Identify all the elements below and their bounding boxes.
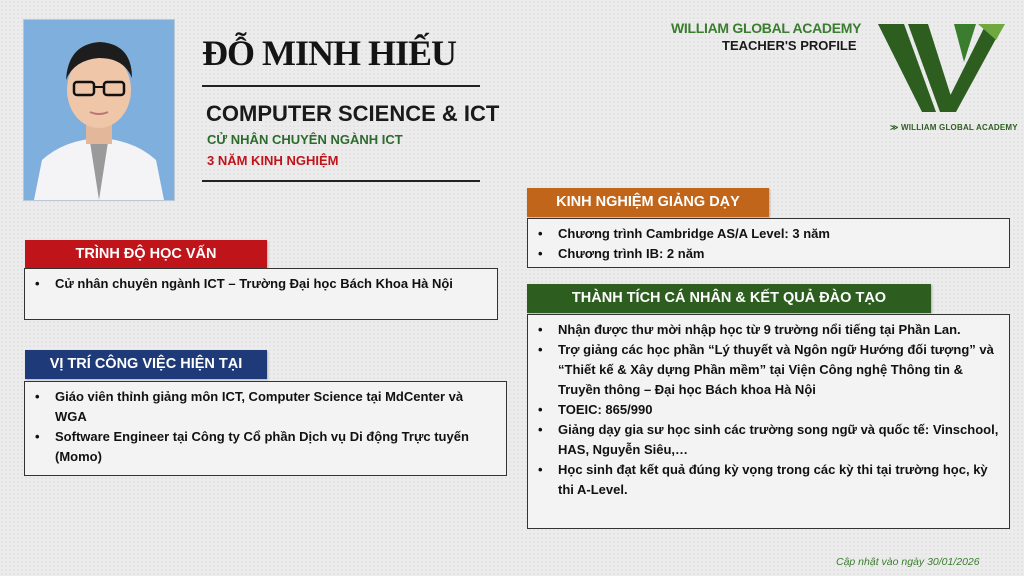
wga-w-logo-icon (878, 22, 1006, 122)
list-item: • Giảng dạy gia sư học sinh các trường song ngữ và quốc tế: Vinschool, HAS, Nguyễn Siêu,… (536, 420, 999, 460)
list-item: • Trợ giảng các học phần “Lý thuyết và Ngôn ngữ Hướng đối tượng” và “Thiết kế & Xây dựng Phần mềm” tại Viện Công nghệ Thông tin & Truyền thông – Đại học Bách khoa Hà Nội (536, 340, 999, 400)
current-position-box (24, 381, 507, 476)
list-item: • TOEIC: 865/990 (536, 400, 999, 420)
list-item: • Học sinh đạt kết quả đúng kỳ vọng trong các kỳ thi tại trường học, kỳ thi A-Level. (536, 460, 999, 500)
teacher-photo (24, 20, 174, 200)
section-header-teaching-experience: KINH NGHIỆM GIẢNG DẠY (527, 188, 769, 217)
academy-name: WILLIAM GLOBAL ACADEMY (671, 20, 862, 36)
profile-subtitle: TEACHER'S PROFILE (722, 38, 857, 53)
teacher-subject: COMPUTER SCIENCE & ICT (206, 101, 500, 126)
education-box (24, 268, 498, 320)
logo-caption: ≫ WILLIAM GLOBAL ACADEMY (890, 123, 1018, 132)
list-item: • Giáo viên thỉnh giảng môn ICT, Computer Science tại MdCenter và WGA (33, 387, 496, 427)
divider-bottom (202, 180, 480, 182)
teacher-experience: 3 NĂM KINH NGHIỆM (207, 153, 339, 168)
section-header-education: TRÌNH ĐỘ HỌC VẤN (25, 240, 267, 269)
teacher-degree: CỬ NHÂN CHUYÊN NGÀNH ICT (207, 132, 403, 147)
section-header-achievements: THÀNH TÍCH CÁ NHÂN & KẾT QUẢ ĐÀO TẠO (527, 284, 931, 313)
teaching-experience-box (527, 218, 1010, 268)
updated-date: Cập nhật vào ngày 30/01/2026 (836, 556, 980, 568)
list-item: • Chương trình IB: 2 năm (536, 244, 999, 264)
divider-top (202, 85, 480, 87)
list-item: • Software Engineer tại Công ty Cổ phần Dịch vụ Di động Trực tuyến (Momo) (33, 427, 496, 467)
list-item: • Cử nhân chuyên ngành ICT – Trường Đại học Bách Khoa Hà Nội (33, 274, 487, 294)
list-item: • Nhận được thư mời nhập học từ 9 trường nổi tiếng tại Phần Lan. (536, 320, 999, 340)
teacher-name: ĐỖ MINH HIẾU (202, 33, 457, 73)
achievements-box (527, 314, 1010, 529)
list-item: • Chương trình Cambridge AS/A Level: 3 năm (536, 224, 999, 244)
section-header-current-position: VỊ TRÍ CÔNG VIỆC HIỆN TẠI (25, 350, 267, 379)
